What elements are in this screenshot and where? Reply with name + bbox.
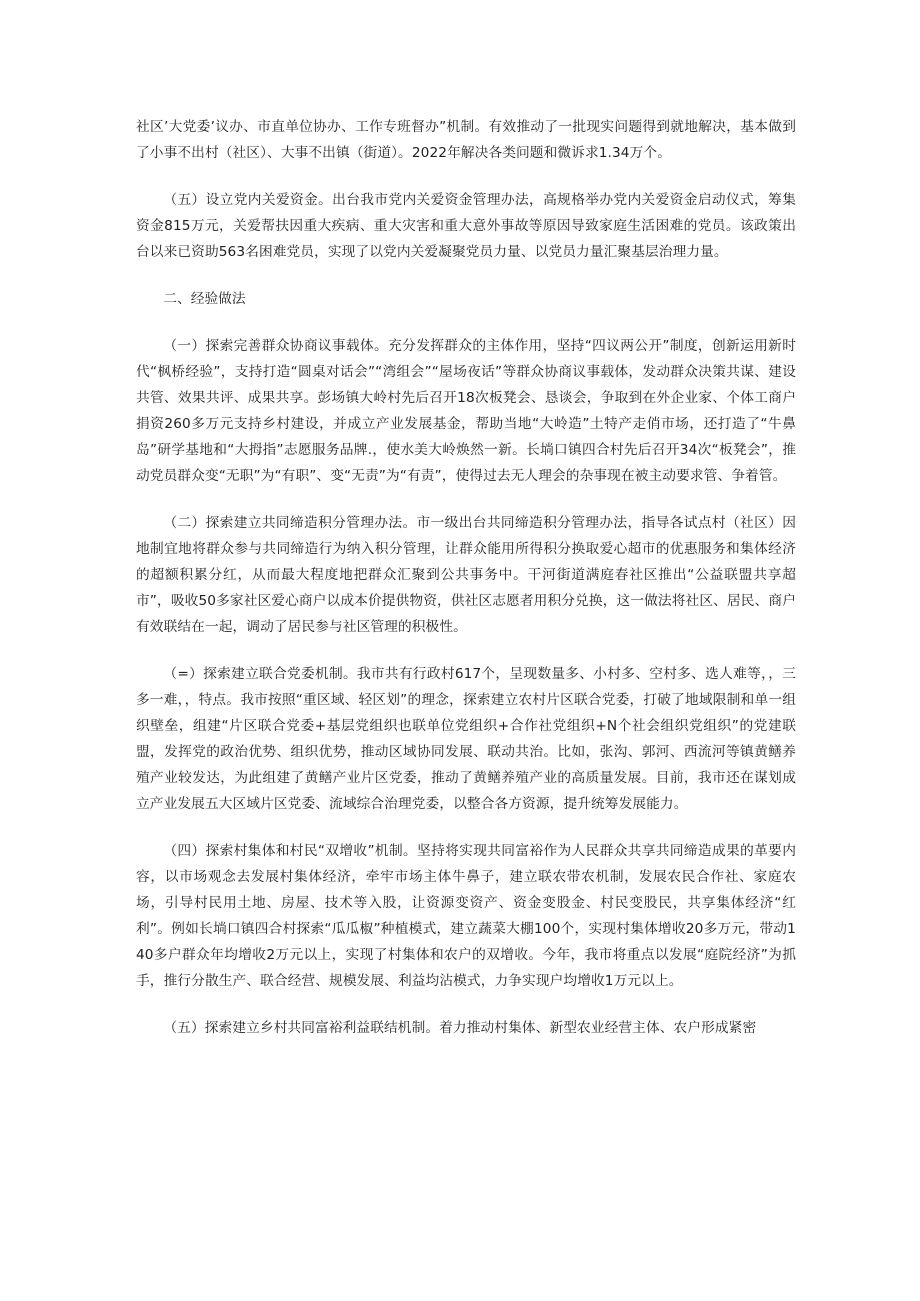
- paragraph-consultation: （一）探索完善群众协商议事载体。充分发挥群众的主体作用，坚持“四议两公开”制度，创新运用新时代“枫桥经验”，支持打造“圆桌对话会”“湾组会”“屋场夜话”等群众协商议事载体，发动群众决策共谋、建设共管、效果共评、成果共享。彭场镇大岭村先后召开18次板凳会、恳谈会，争取到在外企业家、个体工商户捐资260多万元支持乡村建设，并成立产业发展基金，帮助当地“大岭造”土特产走俏市场，还打造了“牛鼻岛”研学基地和“大拇指”志愿服务品牌.，使水美大岭焕然一新。长埫口镇四合村先后召开34次“板凳会”，推动党员群众变“无职”为“有职”、变“无责”为“有责”，使得过去无人理会的杂事现在被主动要求管、争着管。: [136, 338, 796, 484]
- paragraph-benefit-link: （五）探索建立乡村共同富裕利益联结机制。着力推动村集体、新型农业经营主体、农户形成紧密: [163, 1020, 757, 1036]
- paragraph-continuation: 社区’大党委’议办、市直单位协办、工作专班督办”机制。有效推动了一批现实问题得到就地解决，基本做到了小事不出村（社区）、大事不出镇（街道）。2022年解决各类问题和微诉求1.34万个。: [136, 119, 796, 161]
- section-heading-experience: 二、经验做法: [163, 291, 246, 307]
- paragraph-joint-committee: （=）探索建立联合党委机制。我市共有行政村617个，呈现数量多、小村多、空村多、选人难等，，三多一难，，特点。我市按照“重区域、轻区划”的理念，探索建立农村片区联合党委，打破了地域限制和单一组织壁垒，组建“片区联合党委+基层党组织也联单位党组织+合作社党组织+N个社会组织党组织”的党建联盟，发挥党的政治优势、组织优势，推动区域协同发展、联动共治。比如，张沟、郭河、西流河等镇黄鳝养殖产业较发达，为此组建了黄鳝产业片区党委，推动了黄鳝养殖产业的高质量发展。目前，我市还在谋划成立产业发展五大区域片区党委、流域综合治理党委，以整合各方资源，提升统筹发展能力。: [136, 666, 796, 812]
- paragraph-double-income: （四）探索村集体和村民“双增收”机制。坚持将实现共同富裕作为人民群众共享共同缔造成果的革要内容，以市场观念去发展村集体经济，牵牢市场主体牛鼻子，建立联农带农机制，发展农民合作社、家庭农场，引导村民用土地、房屋、技术等入股，让资源变资产、资金变股金、村民变股民，共享集体经济“红利”。例如长埫口镇四合村探索“瓜瓜椒”种植模式，建立蔬菜大棚100个，实现村集体增收20多万元，带动140多户群众年均增收2万元以上，实现了村集体和农户的双增收。今年，我市将重点以发展“庭院经济”为抓手，推行分散生产、联合经营、规模发展、利益均沾模式，力争实现户均增收1万元以上。: [136, 843, 796, 989]
- document-body: [136, 114, 796, 1062]
- paragraph-care-fund: （五）设立党内关爱资金。出台我市党内关爱资金管理办法，高规格举办党内关爱资金启动仪式，筹集资金815万元，关爱帮扶因重大疾病、重大灾害和重大意外事故等原因导致家庭生活困难的党员。该政策出台以来已资助563名困难党员，实现了以党内关爱凝聚党员力量、以党员力量汇聚基层治理力量。: [136, 192, 796, 260]
- paragraph-points-management: （二）探索建立共同缔造积分管理办法。市一级出台共同缔造积分管理办法，指导各试点村（社区）因地制宜地将群众参与共同缔造行为纳入积分管理，让群众能用所得积分换取爱心超市的优惠服务和集体经济的超额积累分红，从而最大程度地把群众汇聚到公共事务中。干河街道满庭春社区推出“公益联盟共享超市”，吸收50多家社区爱心商户以成本价提供物资，供社区志愿者用积分兑换，这一做法将社区、居民、商户有效联结在一起，调动了居民参与社区管理的积极性。: [136, 515, 796, 635]
